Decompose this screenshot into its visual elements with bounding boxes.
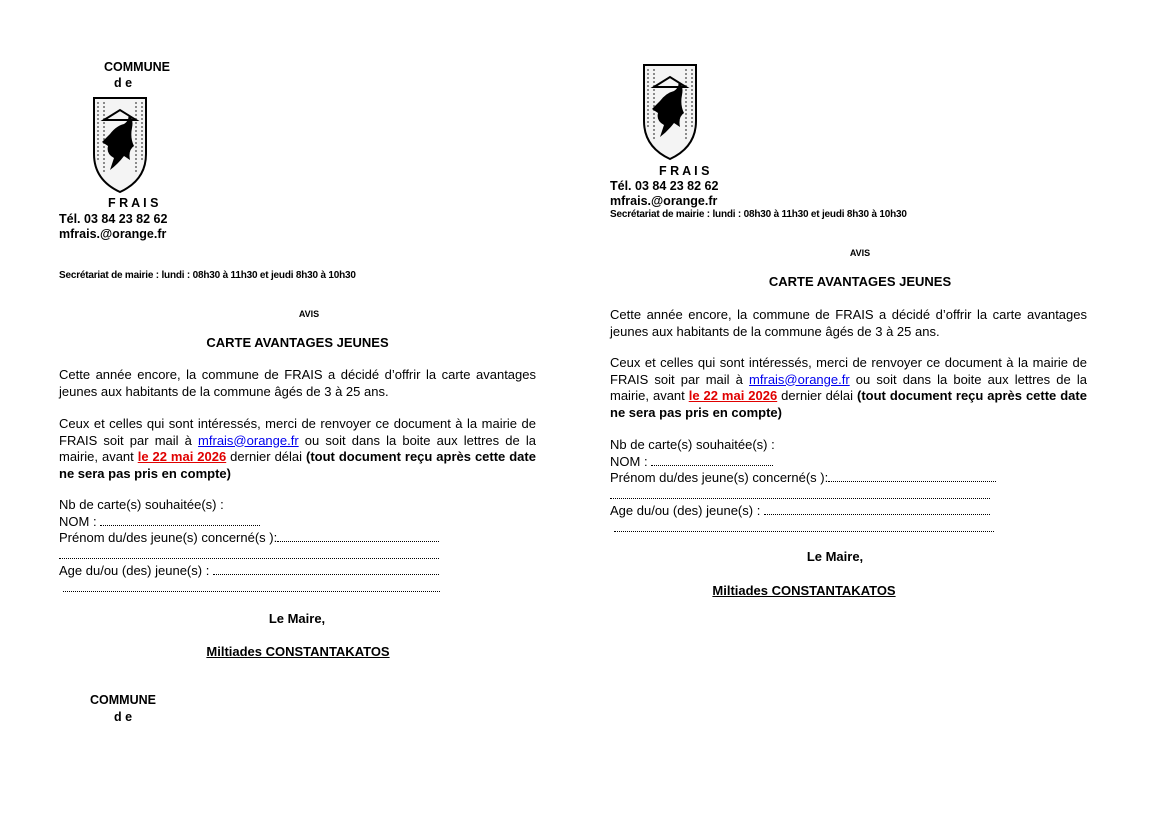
signature-name: Miltiades CONSTANTAKATOS [206, 644, 390, 659]
commune-de: d e [114, 76, 133, 90]
town-name: F R A I S [659, 164, 710, 178]
age-label: Age du/ou (des) jeune(s) : [610, 503, 764, 518]
email-link[interactable]: mfrais@orange.fr [198, 432, 299, 448]
town-crest-logo [639, 61, 701, 161]
instructions-text: Ceux et celles qui sont intéressés, merci de renvoyer ce document à la mairie de FRAIS soit par mail à [610, 355, 1087, 387]
footer-commune-de: d e [114, 710, 133, 724]
footer-commune-label: COMMUNE [90, 693, 156, 707]
email-link[interactable]: mfrais@orange.fr [749, 371, 850, 387]
signature-role: Le Maire, [268, 611, 326, 626]
instructions-text: ou soit dans la boite aux lettres de la mairie, avant [610, 371, 1087, 403]
request-form [59, 497, 440, 596]
age-field-continued[interactable] [63, 581, 440, 592]
office-hours: Secrétariat de mairie : lundi : 08h30 à 11h30 et jeudi 8h30 à 10h30 [610, 209, 907, 220]
request-form [610, 437, 996, 536]
firstname-field-continued[interactable] [59, 548, 439, 559]
name-field[interactable] [651, 455, 773, 466]
deadline: le 22 mai 2026 [688, 388, 778, 403]
intro-paragraph: Cette année encore, la commune de FRAIS a décidé d’offrir la carte avantages jeunes aux habitants de la commune âgés de 3 à 25 ans. [610, 307, 1087, 339]
phone: Tél. 03 84 23 82 62 [59, 212, 168, 226]
office-hours: Secrétariat de mairie : lundi : 08h30 à 11h30 et jeudi 8h30 à 10h30 [59, 270, 356, 281]
deadline: le 22 mai 2026 [137, 449, 227, 464]
deadline-warning: (tout document reçu après cette date ne sera pas pris en compte) [59, 449, 536, 481]
firstname-label: Prénom du/des jeune(s) concerné(s ): [59, 530, 278, 545]
town-crest-logo [89, 94, 151, 194]
cards-count-label: Nb de carte(s) souhaitée(s) : [610, 437, 775, 452]
email: mfrais.@orange.fr [610, 194, 718, 208]
town-name: F R A I S [108, 196, 159, 210]
firstname-field[interactable] [828, 471, 996, 482]
name-label: NOM : [59, 513, 101, 529]
age-field-continued[interactable] [614, 521, 994, 532]
signature-name: Miltiades CONSTANTAKATOS [712, 583, 896, 598]
avis-label: AVIS [849, 248, 871, 258]
instructions-text: dernier délai [226, 449, 306, 464]
firstname-label: Prénom du/des jeune(s) concerné(s ): [610, 470, 829, 485]
instructions-text: Ceux et celles qui sont intéressés, merci de renvoyer ce document à la mairie de FRAIS soit par mail à [59, 416, 536, 448]
phone: Tél. 03 84 23 82 62 [610, 179, 719, 193]
email: mfrais.@orange.fr [59, 227, 167, 241]
avis-label: AVIS [298, 309, 320, 319]
instructions-text: dernier délai [777, 388, 857, 403]
signature-role: Le Maire, [806, 549, 864, 564]
age-field[interactable] [213, 564, 439, 575]
instructions-paragraph [59, 416, 536, 482]
age-label: Age du/ou (des) jeune(s) : [59, 563, 213, 578]
name-label: NOM : [610, 453, 652, 469]
instructions-text: ou soit dans la boite aux lettres de la mairie, avant [59, 432, 536, 464]
instructions-paragraph [610, 355, 1087, 421]
commune-label: COMMUNE [104, 60, 170, 74]
name-field[interactable] [100, 515, 260, 526]
cards-count-label: Nb de carte(s) souhaitée(s) : [59, 497, 224, 512]
firstname-field[interactable] [277, 531, 439, 542]
age-field[interactable] [764, 504, 990, 515]
deadline-warning: (tout document reçu après cette date ne sera pas pris en compte) [610, 388, 1087, 420]
notice-title: CARTE AVANTAGES JEUNES [206, 335, 389, 350]
firstname-field-continued[interactable] [610, 488, 990, 499]
intro-paragraph: Cette année encore, la commune de FRAIS a décidé d’offrir la carte avantages jeunes aux habitants de la commune âgés de 3 à 25 ans. [59, 367, 536, 399]
notice-title: CARTE AVANTAGES JEUNES [768, 274, 952, 289]
